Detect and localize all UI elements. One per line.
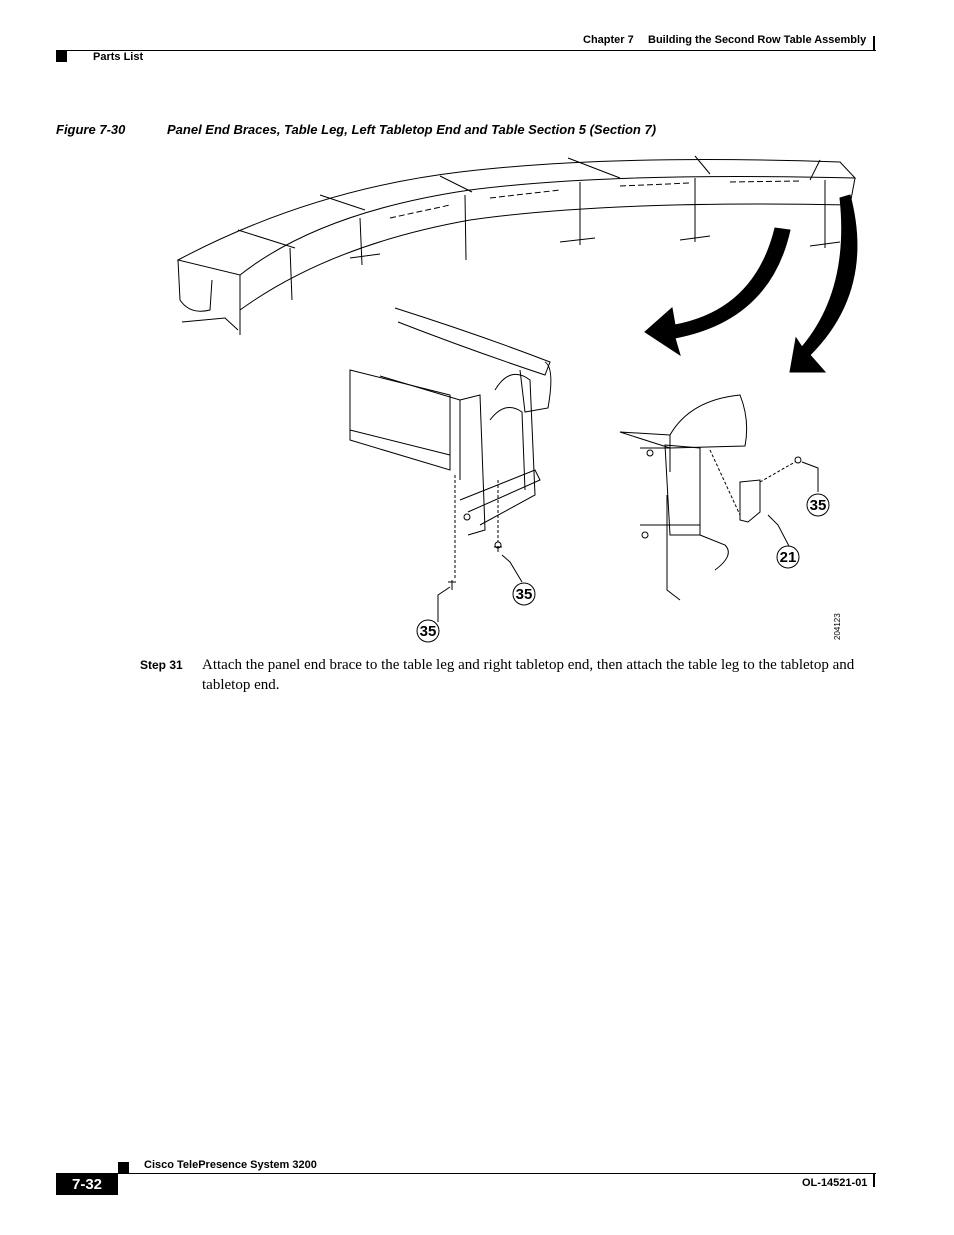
left-detail bbox=[350, 308, 551, 590]
footer-marker bbox=[118, 1162, 129, 1173]
footer-doc-number: OL-14521-01 bbox=[802, 1177, 868, 1189]
callout-label: 21 bbox=[779, 549, 797, 566]
page-number: 7-32 bbox=[56, 1174, 118, 1195]
header-section: Parts List bbox=[93, 51, 144, 63]
header-chapter: Chapter 7 bbox=[583, 34, 634, 46]
curved-table-overview bbox=[178, 156, 855, 335]
callout-label: 35 bbox=[809, 497, 827, 514]
callout-label: 35 bbox=[419, 623, 437, 640]
right-detail bbox=[620, 395, 801, 600]
figure-title: Panel End Braces, Table Leg, Left Tabletop End and Table Section 5 (Section 7) bbox=[167, 122, 657, 137]
header-rule bbox=[56, 50, 876, 51]
footer-rule-tick bbox=[873, 1174, 875, 1187]
header-marker bbox=[56, 51, 67, 62]
footer-product: Cisco TelePresence System 3200 bbox=[144, 1159, 317, 1171]
callout-35-b bbox=[513, 583, 535, 605]
callout-35-a bbox=[417, 620, 439, 642]
arrow-left bbox=[645, 228, 790, 355]
figure-number: Figure 7-30 bbox=[56, 122, 126, 137]
callout-35-c bbox=[807, 494, 829, 516]
arrow-right bbox=[790, 195, 857, 372]
step-label: Step 31 bbox=[140, 658, 183, 672]
callout-label: 35 bbox=[515, 586, 533, 603]
figure-id: 204123 bbox=[833, 613, 842, 640]
assembly-illustration bbox=[150, 150, 870, 650]
footer-rule bbox=[56, 1173, 876, 1174]
header-rule-tick bbox=[873, 36, 875, 51]
header-chapter-title: Building the Second Row Table Assembly bbox=[648, 34, 867, 46]
step-text: Attach the panel end brace to the table leg and right tabletop end, then attach the table leg to the tabletop and tabletop end. bbox=[202, 657, 855, 693]
callout-21 bbox=[777, 546, 799, 568]
